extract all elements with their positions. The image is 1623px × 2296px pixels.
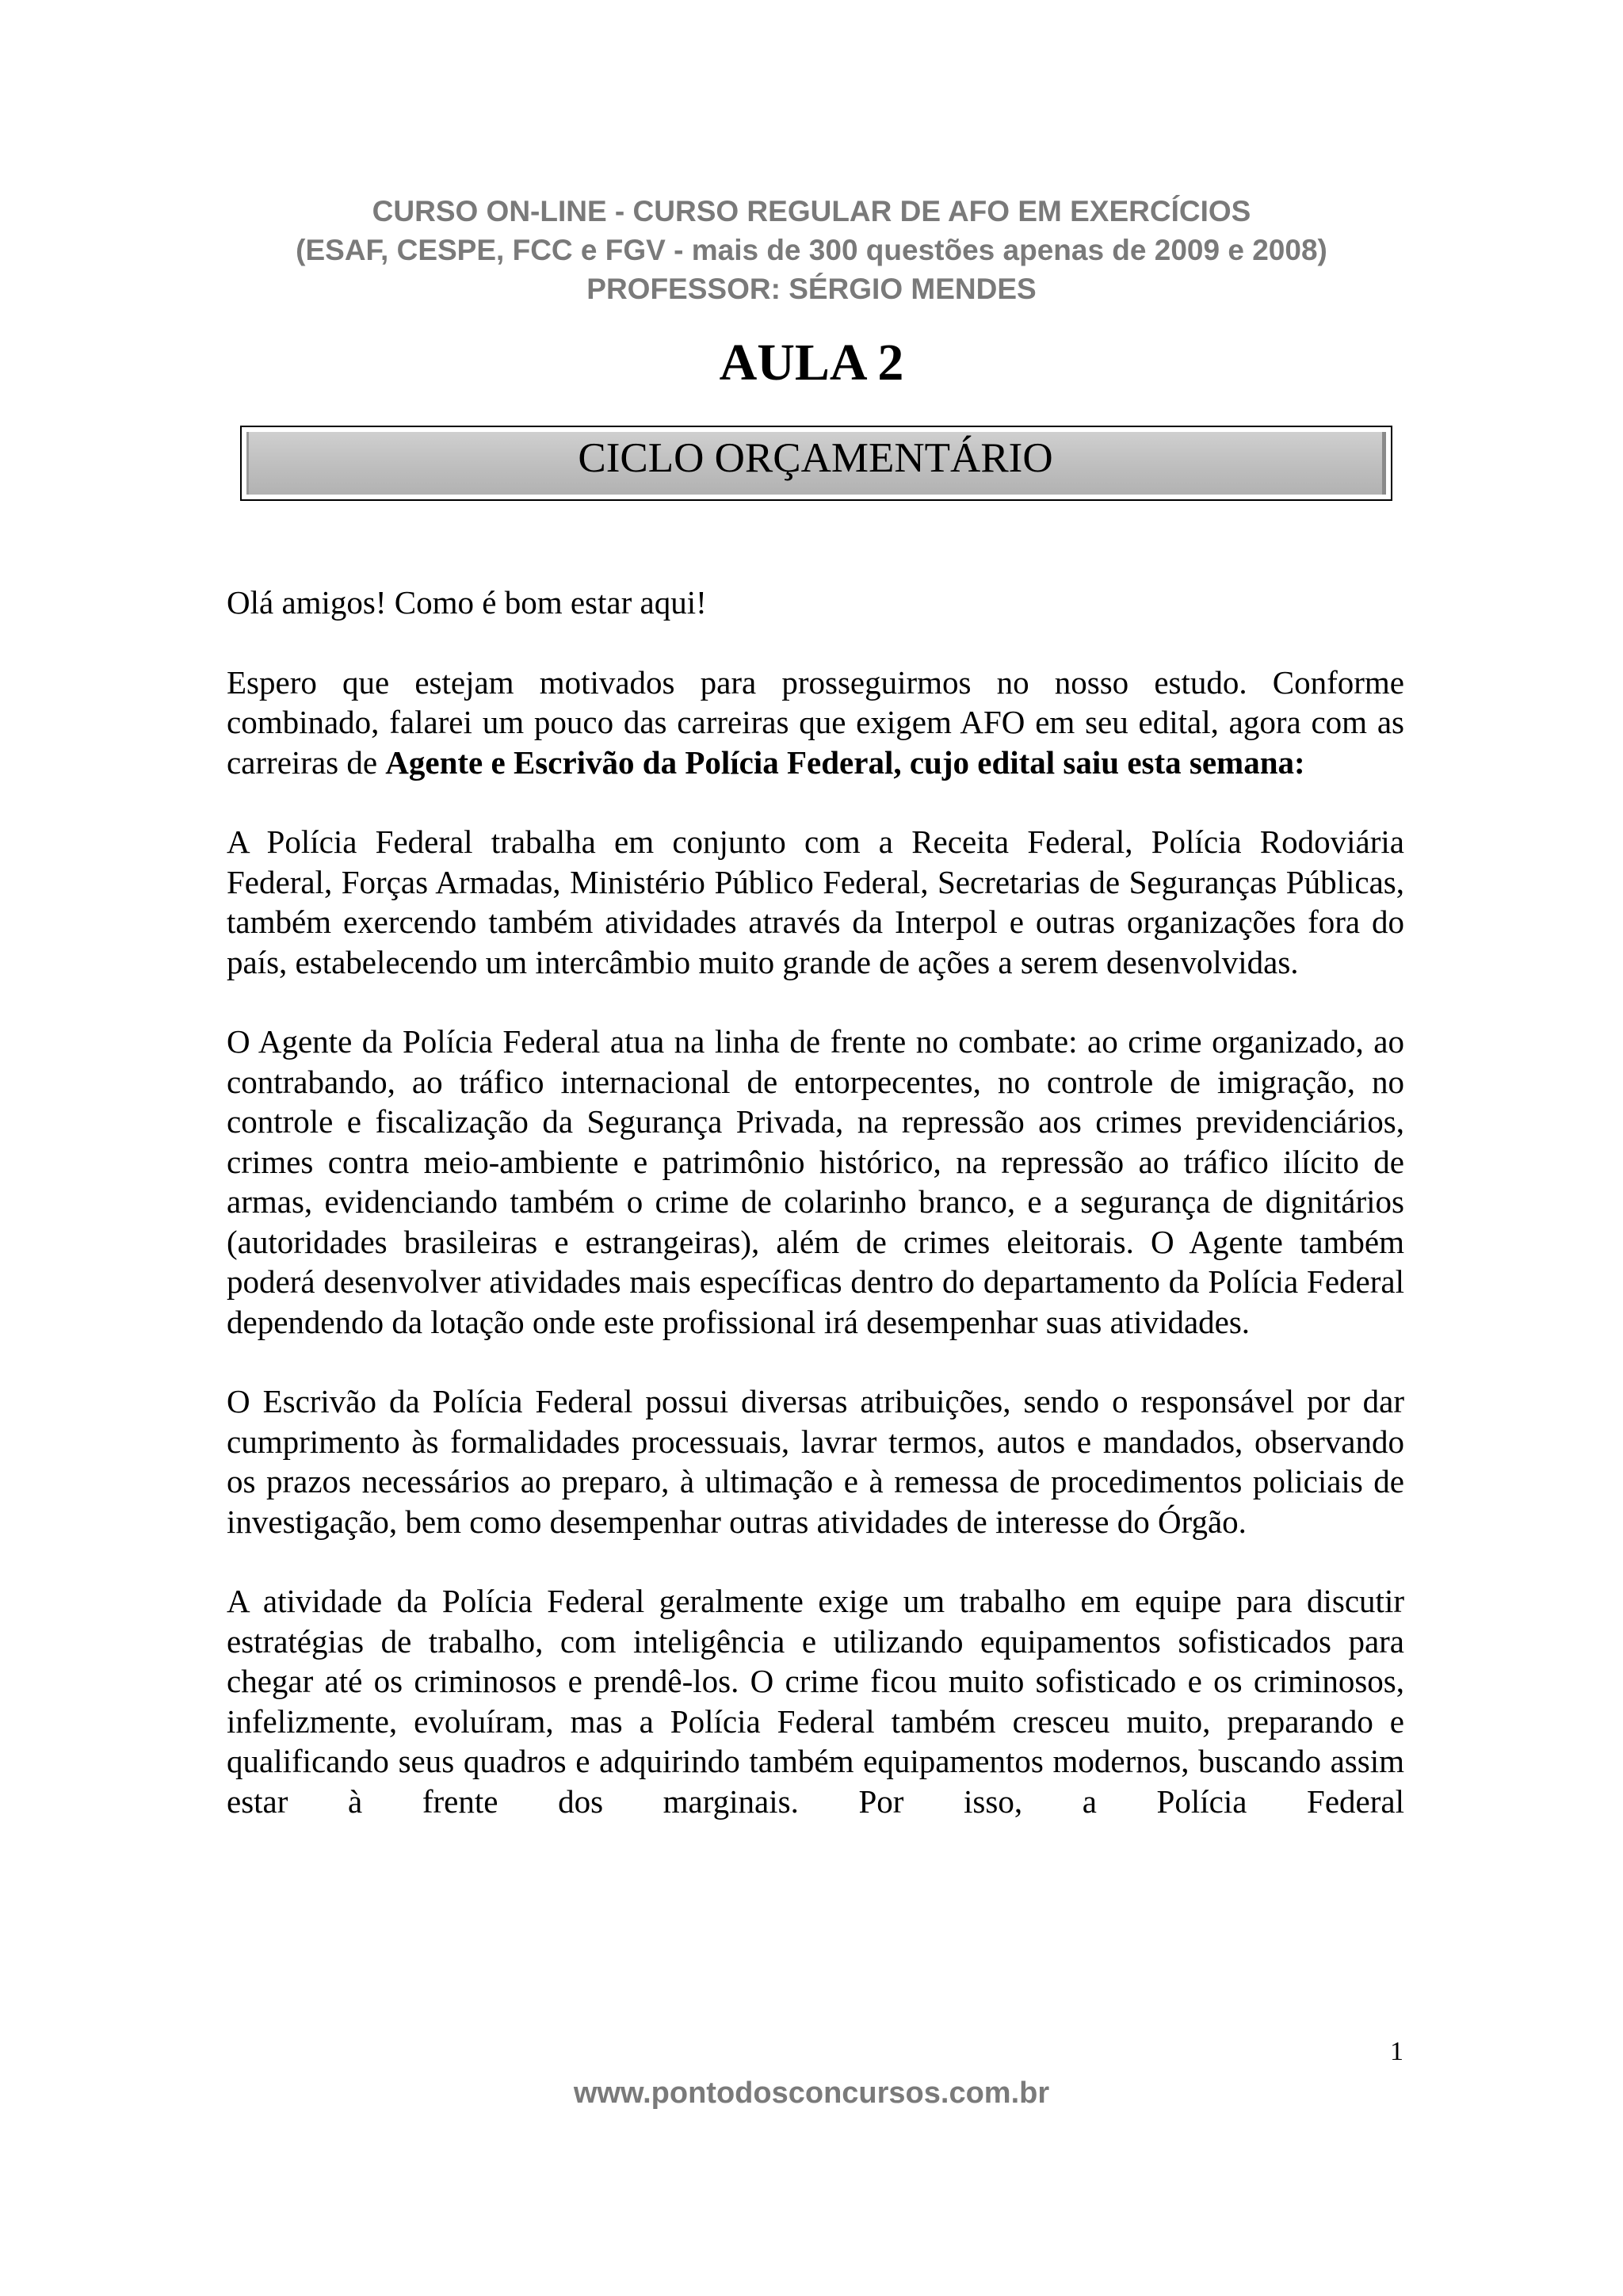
document-body [227, 583, 1404, 1861]
paragraph-clerk-duties: O Escrivão da Polícia Federal possui diversas atribuições, sendo o responsável por dar cumprimento às formalidades processuais, lavrar termos, autos e mandados, observando os prazos necessários ao preparo, à ultimação e à remessa de procedimentos policiais de investigação, bem como desempenhar outras atividades de interesse do Órgão. [227, 1383, 1404, 1540]
header-exam-boards-line: (ESAF, CESPE, FCC e FGV - mais de 300 questões apenas de 2009 e 2008) [296, 234, 1327, 266]
footer-url: www.pontodosconcursos.com.br [573, 2076, 1050, 2110]
topic-box [240, 426, 1392, 501]
topic-title: CICLO ORÇAMENTÁRIO [578, 434, 1053, 481]
paragraph-intro-text: Espero que estejam motivados para prosseguirmos no nosso estudo. Conforme combinado, falarei um pouco das carreiras que exigem AFO em seu edital, agora com as carreiras de [227, 663, 1404, 781]
paragraph-agent-duties: O Agente da Polícia Federal atua na linha de frente no combate: ao crime organizado, ao contrabando, ao tráfico internacional de entorpecentes, no controle de imigração, no controle e fiscalização da Segurança Privada, na repressão aos crimes previdenciários, crimes contra meio-ambiente e patrimônio histórico, na repressão ao tráfico ilícito de armas, evidenciando também o crime de colarinho branco, e a segurança de dignitários (autoridades brasileiras e estrangeiras), além de crimes eleitorais. O Agente também poderá desenvolver atividades mais específicas dentro do departamento da Polícia Federal dependendo da lotação onde este profissional irá desempenhar suas atividades. [227, 1023, 1404, 1340]
lesson-title: AULA 2 [719, 334, 904, 392]
paragraph-teamwork: A atividade da Polícia Federal geralmente exige um trabalho em equipe para discutir estratégias de trabalho, com inteligência e utilizando equipamentos sofisticados para chegar até os criminosos e prendê-los. O crime ficou muito sofisticado e os criminosos, infelizmente, evoluíram, mas a Polícia Federal também cresceu muito, preparando e qualificando seus quadros e adquirindo também equipamentos modernos, buscando assim estar à frente dos marginais. Por isso, a Polícia Federal [227, 1583, 1404, 1820]
page-number: 1 [1390, 2037, 1403, 2066]
paragraph-intro [227, 663, 1404, 783]
header-course-line: CURSO ON-LINE - CURSO REGULAR DE AFO EM EXERCÍCIOS [372, 195, 1251, 227]
paragraph-intro-bold: Agente e Escrivão da Polícia Federal, cujo edital saiu esta semana: [385, 743, 1305, 781]
header-professor-line: PROFESSOR: SÉRGIO MENDES [586, 273, 1037, 305]
course-header [0, 192, 1623, 308]
topic-box-shading [246, 432, 1386, 495]
paragraph-federal-police-cooperation: A Polícia Federal trabalha em conjunto com a Receita Federal, Polícia Rodoviária Federal, Forças Armadas, Ministério Público Federal, Secretarias de Seguranças Públicas, também exercendo também atividades através da Interpol e outras organizações fora do país, estabelecendo um intercâmbio muito grande de ações a serem desenvolvidas. [227, 823, 1404, 980]
paragraph-greeting: Olá amigos! Como é bom estar aqui! [227, 584, 707, 621]
